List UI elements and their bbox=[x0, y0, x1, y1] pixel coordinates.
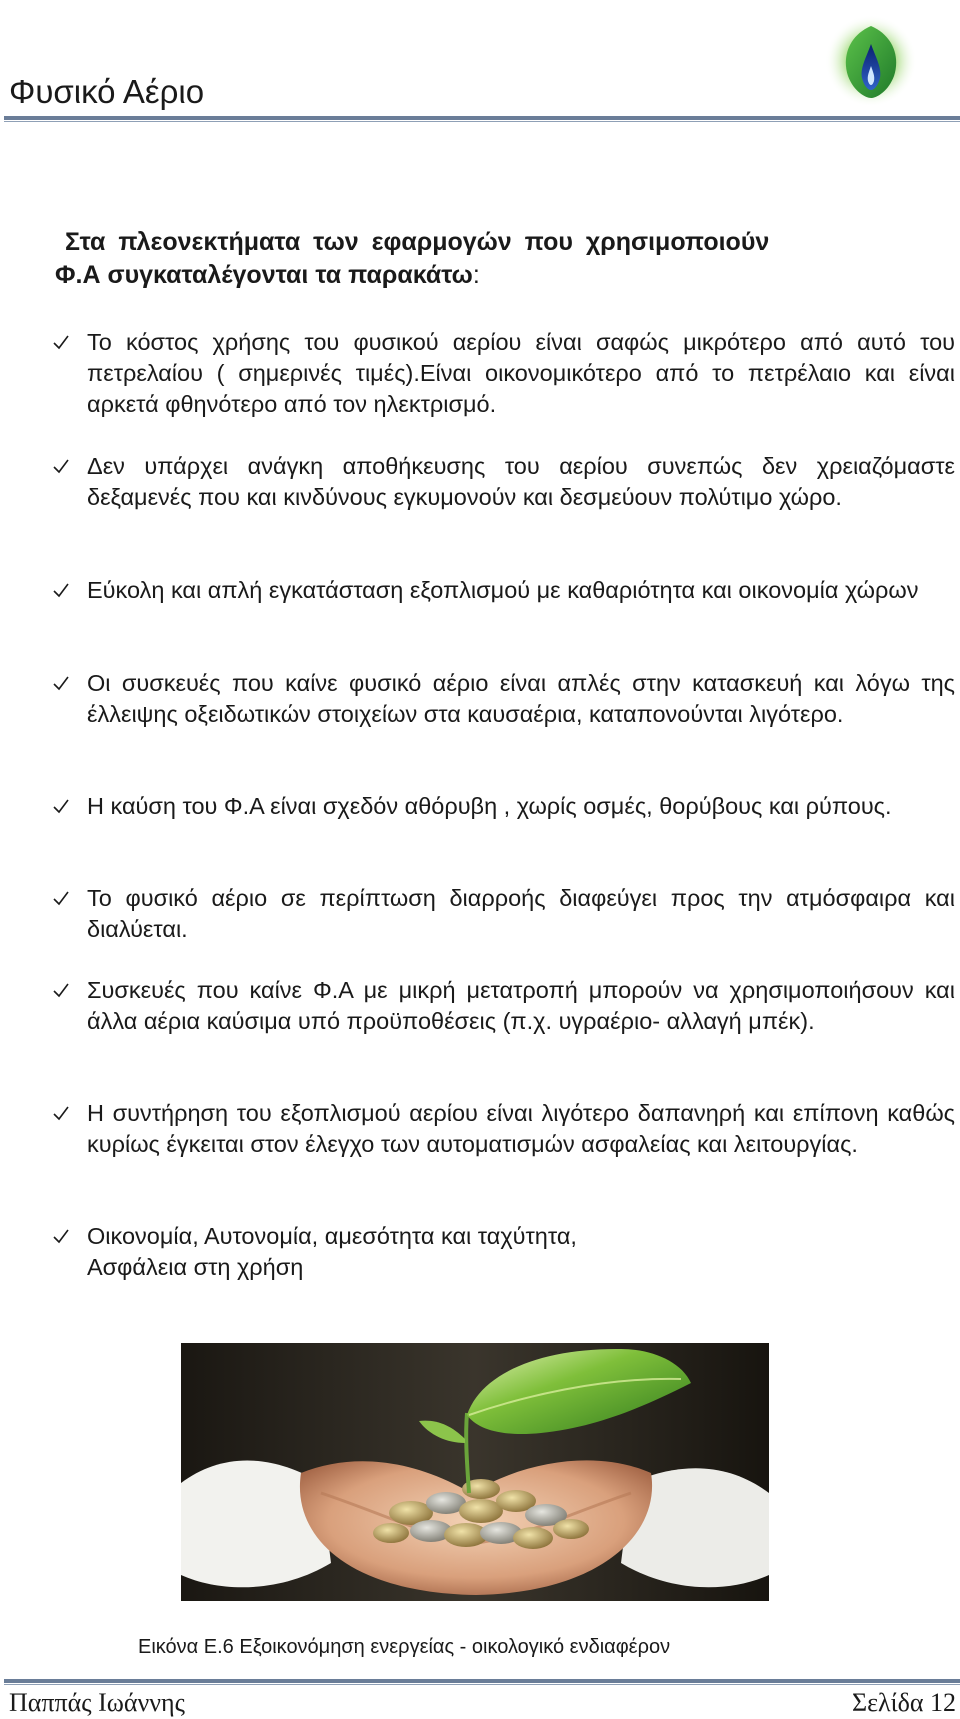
list-item-text: Εύκολη και απλή εγκατάσταση εξοπλισμού με καθαριότητα και οικονομία χώρων bbox=[87, 577, 919, 603]
checkmark-icon bbox=[52, 675, 70, 693]
list-item-text: Συσκευές που καίνε Φ.Α με μικρή μετατροπή μπορούν να χρησιμοποιήσουν και άλλα αέρια καύσιμα υπό προϋποθέσεις (π.χ. υγραέριο- αλλαγή μπέκ). bbox=[87, 977, 955, 1034]
checkmark-icon bbox=[52, 798, 70, 816]
checkmark-icon bbox=[52, 1228, 70, 1246]
checkmark-icon bbox=[52, 582, 70, 600]
intro-line-2: Φ.Α συγκαταλέγονται τα παρακάτω: bbox=[55, 261, 480, 289]
list-item-text: Το φυσικό αέριο σε περίπτωση διαρροής διαφεύγει προς την ατμόσφαιρα και διαλύεται. bbox=[87, 885, 955, 942]
gas-flame-leaf-logo-icon bbox=[824, 14, 918, 108]
list-item-text: Η συντήρηση του εξοπλισμού αερίου είναι λιγότερο δαπανηρή και επίπονη καθώς κυρίως έγκειται στον έλεγχο των αυτοματισμών ασφαλείας και λειτουργίας. bbox=[87, 1100, 955, 1157]
page-header-title: Φυσικό Αέριο bbox=[9, 73, 205, 110]
hands-coins-leaf-photo bbox=[181, 1343, 769, 1601]
checkmark-icon bbox=[52, 334, 70, 352]
list-item-text: Η καύση του Φ.Α είναι σχεδόν αθόρυβη , χωρίς οσμές, θορύβους και ρύπους. bbox=[87, 793, 892, 819]
checkmark-icon bbox=[52, 1105, 70, 1123]
checkmark-icon bbox=[52, 890, 70, 908]
header-divider bbox=[4, 116, 960, 124]
intro-line-1: Στα πλεονεκτήματα των εφαρμογών που χρησιμοποιούν bbox=[65, 228, 770, 256]
list-item-text: Οι συσκευές που καίνε φυσικό αέριο είναι απλές στην κατασκευή και λόγω της έλλειψης οξειδωτικών στοιχείων στα καυσαέρια, καταπονούνται λιγότερο. bbox=[87, 670, 955, 727]
footer-page-number: Σελίδα 12 bbox=[851, 1688, 956, 1717]
list-item-text: Οικονομία, Αυτονομία, αμεσότητα και ταχύτητα, Ασφάλεια στη χρήση bbox=[87, 1223, 577, 1280]
checkmark-icon bbox=[52, 458, 70, 476]
section-intro bbox=[55, 226, 955, 292]
list-item-text: Δεν υπάρχει ανάγκη αποθήκευσης του αερίου συνεπώς δεν χρειαζόμαστε δεξαμενές που και κινδύνους εγκυμονούν και δεσμεύουν πολύτιμο χώρο. bbox=[87, 453, 955, 510]
footer-author: Παππάς Ιωάννης bbox=[9, 1688, 185, 1717]
list-item-text: Το κόστος χρήσης του φυσικού αερίου είναι σαφώς μικρότερο από αυτό του πετρελαίου ( σημερινές τιμές).Είναι οικονομικότερο από το πετρέλαιο και είναι αρκετά φθηνότερο από τον ηλεκτρισμό. bbox=[87, 329, 955, 417]
checkmark-icon bbox=[52, 982, 70, 1000]
footer-divider bbox=[4, 1679, 960, 1687]
figure-caption: Εικόνα Ε.6 Εξοικονόμηση ενεργείας - οικολογικό ενδιαφέρον bbox=[138, 1636, 671, 1658]
